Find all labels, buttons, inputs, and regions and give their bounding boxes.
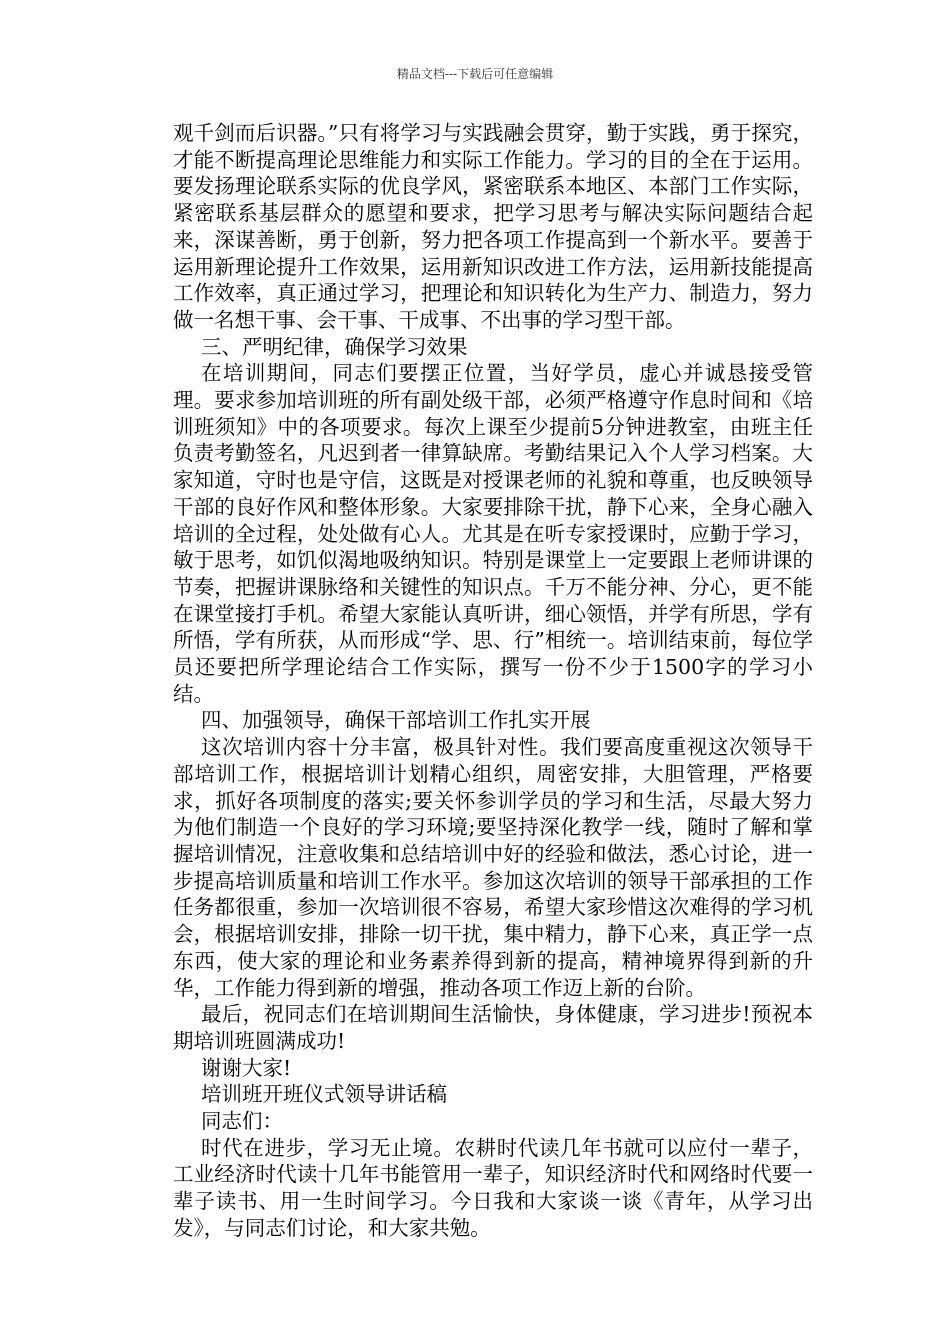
page-header: 精品文档---下载后可任意编辑 [396, 67, 554, 81]
paragraph-continuation: 观千剑而后识器。”只有将学习与实践融会贯穿，勤于实践，勇于探究，才能不断提高理论思维能力和实际工作能力。学习的目的全在于运用。要发扬理论联系实际的优良学风，紧密联系本地区、本部门工作实际，紧密联系基层群众的愿望和要求，把学习思考与解决实际问题结合起来，深谋善断，勇于创新，努力把各项工作提高到一个新水平。要善于运用新理论提升工作效果，运用新知识改进工作方法，运用新技能提高工作效率，真正通过学习，把理论和知识转化为生产力、制造力，努力做一名想干事、会干事、干成事、不出事的学习型干部。 [173, 121, 813, 332]
document-body [173, 120, 813, 1242]
paragraph-discipline: 在培训期间，同志们要摆正位置，当好学员，虚心并诚恳接受管理。要求参加培训班的所有副处级干部，必须严格遵守作息时间和《培训班须知》中的各项要求。每次上课至少提前5分钟进教室，由班主任负责考勤签名，凡迟到者一律算缺席。考勤结果记入个人学习档案。大家知道，守时也是守信，这既是对授课老师的礼貌和尊重，也反映领导干部的良好作风和整体形象。大家要排除干扰，静下心来，全身心融入培训的全过程，处处做有心人。尤其是在听专家授课时，应勤于学习，敏于思考，如饥似渴地吸纳知识。特别是课堂上一定要跟上老师讲课的节奏，把握讲课脉络和关键性的知识点。千万不能分神、分心，更不能在课堂接打手机。希望大家能认真听讲，细心领悟，并学有所思，学有所悟，学有所获，从而形成“学、思、行”相统一。培训结束前，每位学员还要把所学理论结合工作实际，撰写一份不少于1500字的学习小结。 [173, 361, 813, 706]
salutation: 同志们： [201, 1109, 283, 1134]
paragraph-leadership: 这次培训内容十分丰富，极具针对性。我们要高度重视这次领导干部培训工作，根据培训计划精心组织，周密安排，大胆管理，严格要求，抓好各项制度的落实;要关怀参训学员的学习和生活，尽最大努力为他们制造一个良好的学习环境;要坚持深化教学一线，随时了解和掌握培训情况，注意收集和总结培训中好的经验和做法，悉心讨论，进一步提高培训质量和培训工作水平。参加这次培训的领导干部承担的工作任务都很重，参加一次培训很不容易，希望大家珍惜这次难得的学习机会，根据培训安排，排除一切干扰，集中精力，静下心来，真正学一点东西，使大家的理论和业务素养得到新的提高，精神境界得到新的升华，工作能力得到新的增强，推动各项工作迈上新的台阶。 [173, 735, 813, 1000]
second-speech-title: 培训班开班仪式领导讲话稿 [201, 1082, 447, 1107]
section-heading-discipline: 三、严明纪律，确保学习效果 [201, 334, 468, 359]
paragraph-closing-wishes: 最后，祝同志们在培训期间生活愉快，身体健康，学习进步!预祝本期培训班圆满成功! [173, 1002, 813, 1053]
paragraph-thanks: 谢谢大家! [201, 1055, 292, 1080]
section-heading-leadership: 四、加强领导，确保干部培训工作扎实开展 [201, 708, 591, 733]
paragraph-intro: 时代在进步，学习无止境。农耕时代读几年书就可以应付一辈子，工业经济时代读十几年书能管用一辈子，知识经济时代和网络时代要一辈子读书、用一生时间学习。今日我和大家谈一谈《青年，从学习出发》，与同志们讨论，和大家共勉。 [173, 1135, 813, 1240]
